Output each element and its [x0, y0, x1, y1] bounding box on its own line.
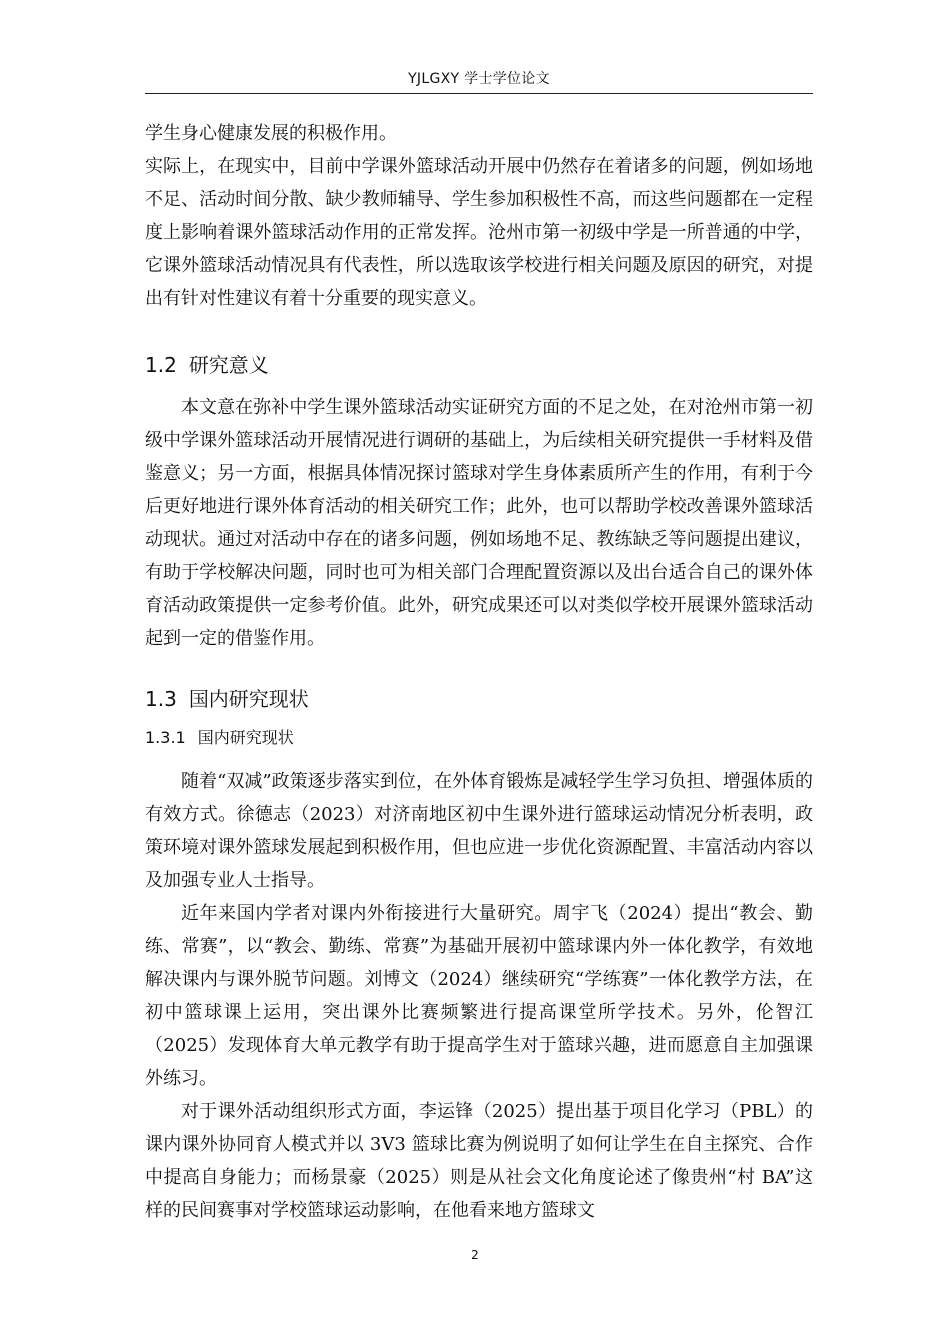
subsection-heading-1-3-1 [145, 725, 813, 751]
paragraph-current-problems: 实际上，在现实中，目前中学课外篮球活动开展中仍然存在着诸多的问题，例如场地不足、活动时间分散、缺少教师辅导、学生参加积极性不高，而这些问题都在一定程度上影响着课外篮球活动作用的正常发挥。沧州市第一初级中学是一所普通的中学，它课外篮球活动情况具有代表性，所以选取该学校进行相关问题及原因的研究，对提出有针对性建议有着十分重要的现实意义。 [145, 156, 813, 309]
paragraph-continued: 学生身心健康发展的积极作用。 [145, 123, 397, 144]
paragraph-research-significance: 本文意在弥补中学生课外篮球活动实证研究方面的不足之处，在对沧州市第一初级中学课外篮球活动开展情况进行调研的基础上，为后续相关研究提供一手材料及借鉴意义；另一方面，根据具体情况探讨篮球对学生身体素质所产生的作用，有利于今后更好地进行课外体育活动的相关研究工作；此外，也可以帮助学校改善课外篮球活动现状。通过对活动中存在的诸多问题，例如场地不足、教练缺乏等问题提出建议，有助于学校解决问题，同时也可为相关部门合理配置资源以及出台适合自己的课外体育活动政策提供一定参考价值。此外，研究成果还可以对类似学校开展课外篮球活动起到一定的借鉴作用。 [145, 397, 813, 649]
section-title: 研究意义 [188, 353, 269, 377]
page-number: 2 [471, 1248, 479, 1262]
document-body [145, 117, 813, 1227]
running-header: YJLGXY 学士学位论文 [408, 71, 550, 87]
section-heading-1-3 [145, 685, 813, 713]
section-number: 1.2 [145, 353, 177, 377]
subsection-number: 1.3.1 [145, 728, 186, 747]
paragraph-in-out-class-integration: 近年来国内学者对课内外衔接进行大量研究。周宇飞（2024）提出“教会、勤练、常赛”，以“教会、勤练、常赛”为基础开展初中篮球课内外一体化教学，有效地解决课内与课外脱节问题。刘博文（2024）继续研究“学练赛”一体化教学方法，在初中篮球课上运用，突出课外比赛频繁进行提高课堂所学技术。另外，伦智江（2025）发现体育大单元教学有助于提高学生对于篮球兴趣，进而愿意自主加强课外练习。 [145, 903, 813, 1089]
paragraph-activity-organization: 对于课外活动组织形式方面，李运锋（2025）提出基于项目化学习（PBL）的课内课外协同育人模式并以 3V3 篮球比赛为例说明了如何让学生在自主探究、合作中提高自身能力；而杨景豪（2025）则是从社会文化角度论述了像贵州“村 BA”这样的民间赛事对学校篮球运动影响，在他看来地方篮球文 [145, 1101, 813, 1221]
section-title: 国内研究现状 [188, 687, 309, 711]
header-rule [145, 93, 813, 94]
section-number: 1.3 [145, 687, 177, 711]
paragraph-double-reduction: 随着“双减”政策逐步落实到位，在外体育锻炼是减轻学生学习负担、增强体质的有效方式。徐德志（2023）对济南地区初中生课外进行篮球运动情况分析表明，政策环境对课外篮球发展起到积极作用，但也应进一步优化资源配置、丰富活动内容以及加强专业人士指导。 [145, 771, 813, 891]
subsection-title: 国内研究现状 [197, 728, 294, 747]
section-heading-1-2 [145, 351, 813, 379]
